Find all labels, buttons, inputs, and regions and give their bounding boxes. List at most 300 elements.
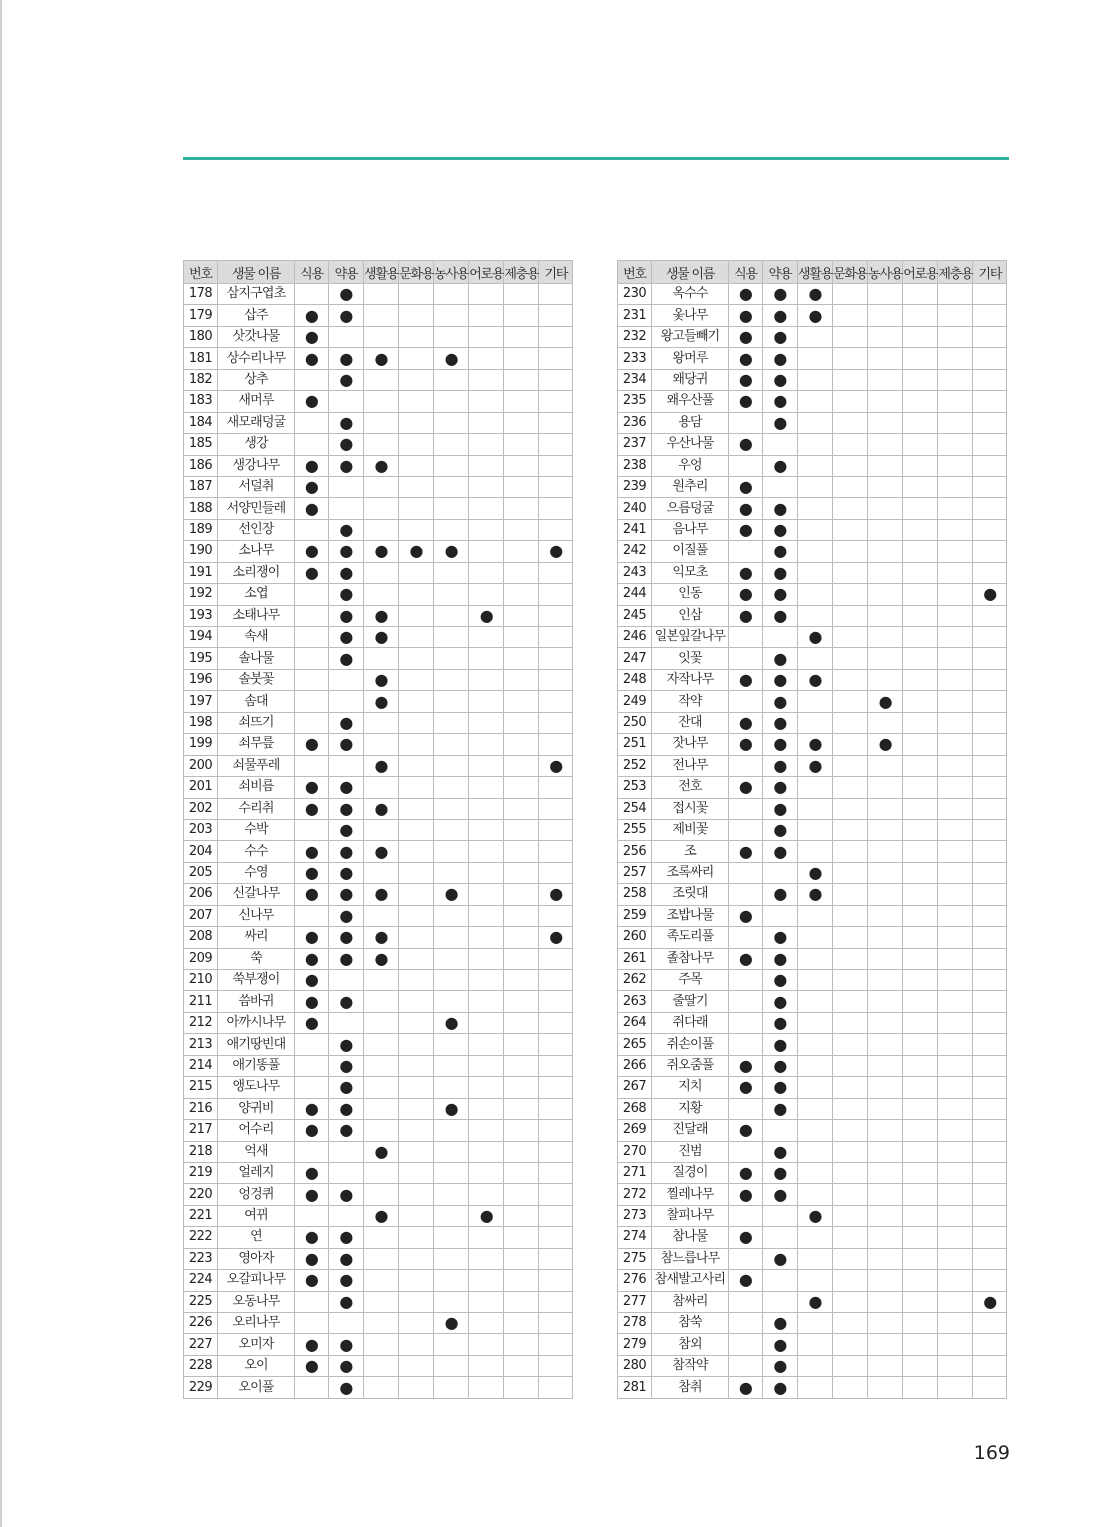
use-mark: ● <box>364 884 399 905</box>
use-cell <box>798 905 833 926</box>
use-cell <box>833 734 868 755</box>
use-cell <box>504 434 539 455</box>
header-living: 생활용 <box>364 261 399 284</box>
use-mark: ● <box>329 284 364 305</box>
use-cell <box>798 605 833 626</box>
use-cell <box>504 562 539 583</box>
use-cell <box>539 605 573 626</box>
use-mark: ● <box>295 541 329 562</box>
use-mark: ● <box>763 970 798 991</box>
row-plant-name: 씀바귀 <box>218 991 295 1012</box>
use-cell <box>938 562 973 583</box>
use-cell <box>729 1098 763 1119</box>
use-cell <box>364 498 399 519</box>
use-cell <box>539 434 573 455</box>
use-mark: ● <box>329 1184 364 1205</box>
use-cell <box>364 284 399 305</box>
use-cell <box>364 1313 399 1334</box>
use-cell <box>938 498 973 519</box>
use-cell <box>868 755 903 776</box>
table-row <box>184 1205 573 1226</box>
table-row <box>184 648 573 669</box>
use-cell <box>295 412 329 433</box>
use-cell <box>729 927 763 948</box>
use-cell <box>434 627 469 648</box>
use-cell <box>868 1055 903 1076</box>
use-cell <box>504 305 539 326</box>
row-number: 247 <box>618 648 652 669</box>
use-cell <box>539 519 573 540</box>
use-cell <box>903 1120 938 1141</box>
use-mark: ● <box>295 970 329 991</box>
use-cell <box>938 948 973 969</box>
row-plant-name: 진범 <box>652 1141 729 1162</box>
row-number: 216 <box>184 1098 218 1119</box>
use-cell <box>434 1248 469 1269</box>
use-cell <box>798 1162 833 1183</box>
use-cell <box>798 326 833 347</box>
use-cell <box>504 1184 539 1205</box>
use-cell <box>729 798 763 819</box>
use-cell <box>938 841 973 862</box>
use-cell <box>469 948 504 969</box>
use-cell <box>364 734 399 755</box>
use-cell <box>504 905 539 926</box>
table-row <box>618 1141 1007 1162</box>
use-cell <box>833 841 868 862</box>
use-cell <box>329 391 364 412</box>
row-number: 218 <box>184 1141 218 1162</box>
use-cell <box>973 948 1007 969</box>
row-plant-name: 소엽 <box>218 584 295 605</box>
row-number: 222 <box>184 1227 218 1248</box>
row-plant-name: 쑥 <box>218 948 295 969</box>
row-plant-name: 익모초 <box>652 562 729 583</box>
use-cell <box>798 1227 833 1248</box>
use-cell <box>973 1377 1007 1398</box>
use-cell <box>539 1334 573 1355</box>
use-cell <box>539 1055 573 1076</box>
use-cell <box>295 755 329 776</box>
use-cell <box>504 712 539 733</box>
table-row <box>184 326 573 347</box>
row-number: 258 <box>618 884 652 905</box>
header-fishing: 어로용 <box>903 261 938 284</box>
use-cell <box>539 627 573 648</box>
row-number: 259 <box>618 905 652 926</box>
use-cell <box>833 562 868 583</box>
row-plant-name: 여뀌 <box>218 1205 295 1226</box>
header-food: 식용 <box>729 261 763 284</box>
use-cell <box>903 1012 938 1033</box>
use-mark: ● <box>798 1205 833 1226</box>
use-cell <box>798 541 833 562</box>
use-mark: ● <box>729 712 763 733</box>
use-cell <box>938 798 973 819</box>
table-row <box>184 1377 573 1398</box>
row-number: 227 <box>184 1334 218 1355</box>
use-mark: ● <box>329 562 364 583</box>
use-cell <box>469 862 504 883</box>
use-cell <box>364 369 399 390</box>
use-cell <box>868 562 903 583</box>
row-number: 272 <box>618 1184 652 1205</box>
use-cell <box>973 498 1007 519</box>
row-plant-name: 오이 <box>218 1355 295 1376</box>
row-number: 242 <box>618 541 652 562</box>
use-cell <box>833 819 868 840</box>
use-cell <box>469 326 504 347</box>
table-row <box>618 948 1007 969</box>
use-cell <box>868 991 903 1012</box>
use-cell <box>434 712 469 733</box>
use-cell <box>399 1227 434 1248</box>
table-row <box>184 519 573 540</box>
use-cell <box>469 1291 504 1312</box>
use-mark: ● <box>295 1355 329 1376</box>
use-mark: ● <box>329 927 364 948</box>
use-cell <box>504 777 539 798</box>
row-number: 186 <box>184 455 218 476</box>
use-cell <box>399 1334 434 1355</box>
use-cell <box>469 391 504 412</box>
use-cell <box>798 777 833 798</box>
use-mark: ● <box>434 1098 469 1119</box>
use-cell <box>938 627 973 648</box>
row-number: 223 <box>184 1248 218 1269</box>
use-cell <box>295 1055 329 1076</box>
table-row <box>184 562 573 583</box>
row-plant-name: 왜당귀 <box>652 369 729 390</box>
table-row <box>618 434 1007 455</box>
use-cell <box>399 627 434 648</box>
use-cell <box>973 970 1007 991</box>
use-cell <box>469 434 504 455</box>
table-row <box>618 519 1007 540</box>
use-cell <box>469 476 504 497</box>
use-cell <box>399 991 434 1012</box>
use-cell <box>399 1270 434 1291</box>
use-cell <box>399 1248 434 1269</box>
use-mark: ● <box>763 648 798 669</box>
use-cell <box>798 369 833 390</box>
use-cell <box>729 1334 763 1355</box>
use-cell <box>868 970 903 991</box>
use-cell <box>539 819 573 840</box>
table-row <box>184 819 573 840</box>
use-mark: ● <box>763 391 798 412</box>
table-row <box>184 884 573 905</box>
use-cell <box>504 584 539 605</box>
use-cell <box>469 970 504 991</box>
use-cell <box>504 1291 539 1312</box>
table-row <box>618 712 1007 733</box>
table-row <box>184 584 573 605</box>
table-row <box>618 476 1007 497</box>
use-cell <box>469 369 504 390</box>
use-cell <box>833 305 868 326</box>
row-number: 204 <box>184 841 218 862</box>
use-mark: ● <box>729 669 763 690</box>
use-cell <box>903 755 938 776</box>
use-cell <box>763 1120 798 1141</box>
use-cell <box>833 584 868 605</box>
row-plant-name: 인삼 <box>652 605 729 626</box>
use-cell <box>469 1184 504 1205</box>
row-number: 264 <box>618 1012 652 1033</box>
use-mark: ● <box>798 755 833 776</box>
use-cell <box>539 970 573 991</box>
table-row <box>184 434 573 455</box>
table-row <box>618 1162 1007 1183</box>
row-number: 181 <box>184 348 218 369</box>
use-mark: ● <box>295 927 329 948</box>
use-cell <box>504 1355 539 1376</box>
row-plant-name: 참느릅나무 <box>652 1248 729 1269</box>
use-cell <box>868 498 903 519</box>
table-row <box>184 669 573 690</box>
row-number: 201 <box>184 777 218 798</box>
use-cell <box>833 991 868 1012</box>
use-cell <box>434 284 469 305</box>
table-row <box>184 1227 573 1248</box>
table-row <box>184 476 573 497</box>
use-cell <box>729 1034 763 1055</box>
use-mark: ● <box>763 455 798 476</box>
use-cell <box>295 1205 329 1226</box>
use-cell <box>938 927 973 948</box>
use-mark: ● <box>364 691 399 712</box>
row-number: 252 <box>618 755 652 776</box>
row-plant-name: 선인장 <box>218 519 295 540</box>
table-row <box>618 1077 1007 1098</box>
use-cell <box>364 1377 399 1398</box>
header-name: 생물 이름 <box>652 261 729 284</box>
use-cell <box>364 905 399 926</box>
use-mark: ● <box>295 948 329 969</box>
use-mark: ● <box>798 284 833 305</box>
use-cell <box>938 326 973 347</box>
table-row <box>618 1098 1007 1119</box>
use-mark: ● <box>434 1012 469 1033</box>
use-mark: ● <box>763 1034 798 1055</box>
table-row <box>618 755 1007 776</box>
use-cell <box>868 1270 903 1291</box>
row-plant-name: 아까시나무 <box>218 1012 295 1033</box>
use-cell <box>903 1205 938 1226</box>
header-culture: 문화용 <box>399 261 434 284</box>
use-cell <box>329 1205 364 1226</box>
use-cell <box>434 476 469 497</box>
row-number: 260 <box>618 927 652 948</box>
use-mark: ● <box>329 1077 364 1098</box>
use-cell <box>833 412 868 433</box>
use-mark: ● <box>329 348 364 369</box>
table-row <box>618 927 1007 948</box>
use-cell <box>729 1291 763 1312</box>
row-plant-name: 우산나물 <box>652 434 729 455</box>
use-cell <box>729 884 763 905</box>
use-cell <box>469 1162 504 1183</box>
row-plant-name: 오리나무 <box>218 1313 295 1334</box>
use-cell <box>903 905 938 926</box>
row-number: 245 <box>618 605 652 626</box>
use-cell <box>833 648 868 669</box>
row-number: 244 <box>618 584 652 605</box>
use-cell <box>868 819 903 840</box>
use-cell <box>364 412 399 433</box>
use-cell <box>938 819 973 840</box>
use-cell <box>903 326 938 347</box>
header-medicine: 약용 <box>329 261 364 284</box>
use-mark: ● <box>729 498 763 519</box>
use-mark: ● <box>364 755 399 776</box>
use-mark: ● <box>295 476 329 497</box>
table-row <box>184 1162 573 1183</box>
use-mark: ● <box>295 326 329 347</box>
table-row <box>618 1291 1007 1312</box>
use-mark: ● <box>729 476 763 497</box>
use-cell <box>833 455 868 476</box>
use-cell <box>833 498 868 519</box>
use-mark: ● <box>729 284 763 305</box>
use-mark: ● <box>973 584 1007 605</box>
use-mark: ● <box>329 734 364 755</box>
use-cell <box>798 648 833 669</box>
use-mark: ● <box>329 712 364 733</box>
use-cell <box>434 991 469 1012</box>
use-cell <box>903 1055 938 1076</box>
use-cell <box>504 1377 539 1398</box>
use-mark: ● <box>364 927 399 948</box>
use-mark: ● <box>729 948 763 969</box>
use-mark: ● <box>763 348 798 369</box>
use-cell <box>469 927 504 948</box>
use-cell <box>833 1377 868 1398</box>
row-plant-name: 인동 <box>652 584 729 605</box>
use-cell <box>329 970 364 991</box>
use-cell <box>868 605 903 626</box>
use-cell <box>798 1248 833 1269</box>
row-number: 253 <box>618 777 652 798</box>
use-mark: ● <box>763 755 798 776</box>
row-number: 190 <box>184 541 218 562</box>
row-number: 241 <box>618 519 652 540</box>
use-cell <box>798 476 833 497</box>
row-plant-name: 오갈피나무 <box>218 1270 295 1291</box>
use-mark: ● <box>539 927 573 948</box>
use-cell <box>798 1270 833 1291</box>
table-row <box>184 627 573 648</box>
use-mark: ● <box>729 326 763 347</box>
header-insecticide: 제충용 <box>504 261 539 284</box>
row-plant-name: 우엉 <box>652 455 729 476</box>
use-cell <box>903 1141 938 1162</box>
row-plant-name: 삿갓나물 <box>218 326 295 347</box>
use-cell <box>833 1120 868 1141</box>
use-cell <box>833 777 868 798</box>
row-plant-name: 억새 <box>218 1141 295 1162</box>
use-cell <box>539 1184 573 1205</box>
row-number: 213 <box>184 1034 218 1055</box>
use-cell <box>833 519 868 540</box>
use-cell <box>973 905 1007 926</box>
use-mark: ● <box>729 434 763 455</box>
row-plant-name: 오이풀 <box>218 1377 295 1398</box>
row-number: 210 <box>184 970 218 991</box>
use-cell <box>868 1184 903 1205</box>
use-cell <box>539 326 573 347</box>
use-cell <box>938 541 973 562</box>
use-cell <box>729 819 763 840</box>
row-plant-name: 수리취 <box>218 798 295 819</box>
use-cell <box>938 1162 973 1183</box>
use-cell <box>833 691 868 712</box>
use-cell <box>973 455 1007 476</box>
row-number: 236 <box>618 412 652 433</box>
use-cell <box>903 1227 938 1248</box>
use-cell <box>364 1184 399 1205</box>
use-cell <box>973 1034 1007 1055</box>
use-mark: ● <box>729 777 763 798</box>
use-cell <box>504 927 539 948</box>
use-mark: ● <box>798 669 833 690</box>
use-cell <box>539 305 573 326</box>
use-cell <box>798 1034 833 1055</box>
use-cell <box>364 712 399 733</box>
use-cell <box>729 970 763 991</box>
use-mark: ● <box>763 712 798 733</box>
use-mark: ● <box>729 905 763 926</box>
use-cell <box>729 1012 763 1033</box>
use-mark: ● <box>364 948 399 969</box>
use-cell <box>973 1248 1007 1269</box>
use-cell <box>938 348 973 369</box>
use-cell <box>868 905 903 926</box>
use-cell <box>868 1012 903 1033</box>
use-cell <box>729 862 763 883</box>
use-cell <box>973 1077 1007 1098</box>
use-cell <box>539 905 573 926</box>
row-plant-name: 새모래덩굴 <box>218 412 295 433</box>
use-cell <box>973 1098 1007 1119</box>
use-cell <box>504 1120 539 1141</box>
use-cell <box>329 669 364 690</box>
use-cell <box>399 1377 434 1398</box>
use-cell <box>973 1162 1007 1183</box>
row-number: 189 <box>184 519 218 540</box>
use-cell <box>938 519 973 540</box>
row-number: 256 <box>618 841 652 862</box>
row-number: 205 <box>184 862 218 883</box>
use-cell <box>434 1227 469 1248</box>
use-mark: ● <box>539 755 573 776</box>
use-mark: ● <box>295 1162 329 1183</box>
use-cell <box>973 884 1007 905</box>
use-cell <box>469 348 504 369</box>
use-cell <box>973 712 1007 733</box>
header-farming: 농사용 <box>868 261 903 284</box>
use-cell <box>868 1313 903 1334</box>
row-plant-name: 수수 <box>218 841 295 862</box>
use-cell <box>973 284 1007 305</box>
use-mark: ● <box>364 1205 399 1226</box>
use-cell <box>329 1141 364 1162</box>
use-cell <box>504 948 539 969</box>
row-number: 249 <box>618 691 652 712</box>
use-cell <box>938 884 973 905</box>
use-cell <box>729 1355 763 1376</box>
